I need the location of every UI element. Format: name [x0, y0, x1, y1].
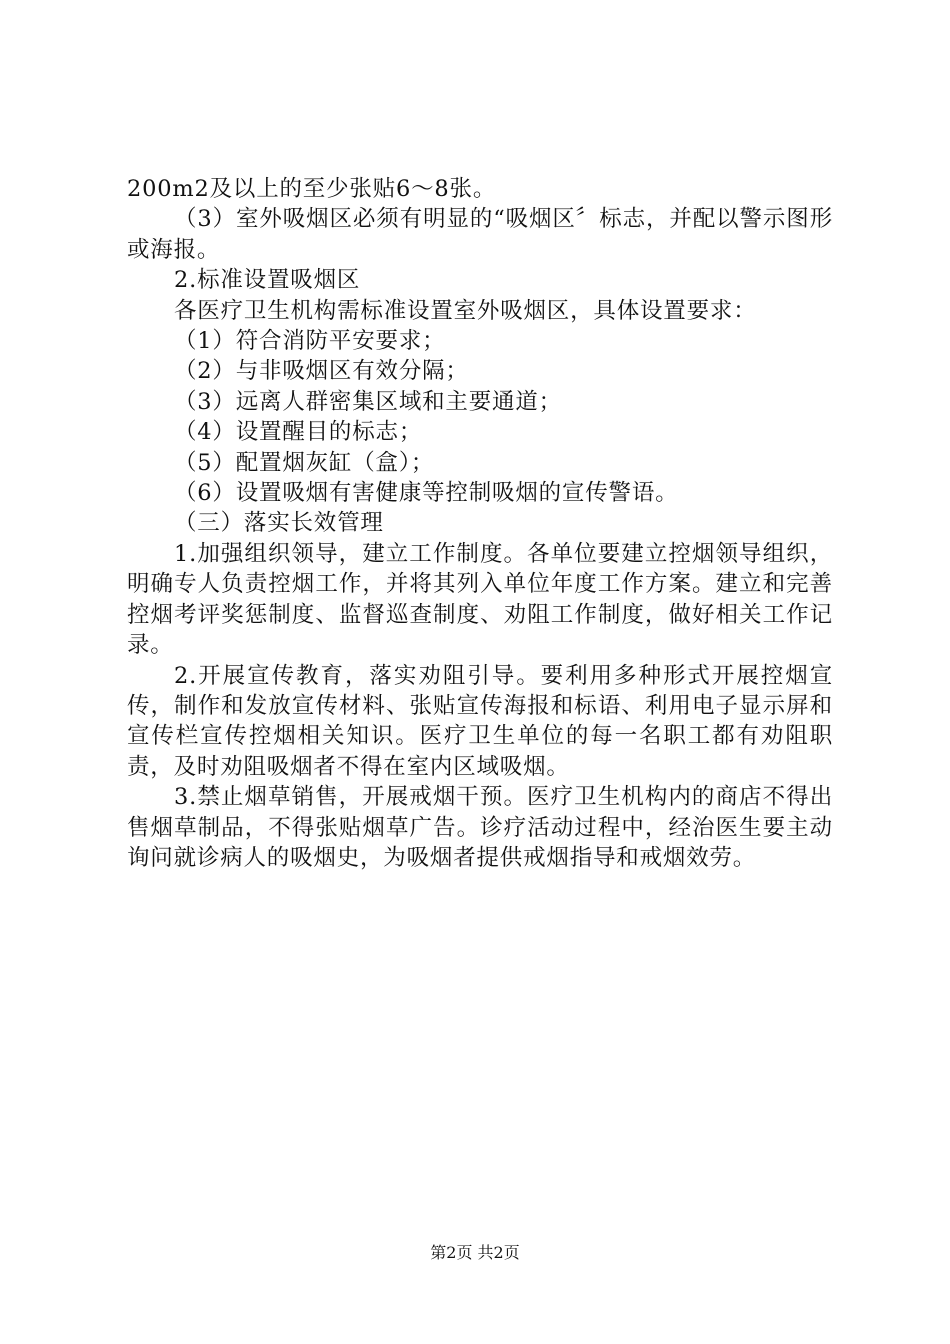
paragraph-continuation: 200m2及以上的至少张贴6～8张。	[127, 176, 497, 202]
paragraph-publicity-education: 2.开展宣传教育，落实劝阻引导。要利用多种形式开展控烟宣传，制作和发放宣传材料、张贴宣传海报和标语、利用电子显示屏和宣传栏宣传控烟相关知识。医疗卫生单位的每一名职工都有劝阻职责，及时劝阻吸烟者不得在室内区域吸烟。	[127, 662, 833, 780]
list-item-5: （5）配置烟灰缸（盒）；	[174, 449, 435, 476]
paragraph-organization-leadership: 1.加强组织领导，建立工作制度。各单位要建立控烟领导组织，明确专人负责控烟工作，并将其列入单位年度工作方案。建立和完善控烟考评奖惩制度、监督巡查制度、劝阻工作制度，做好相关工作记录。	[127, 540, 833, 659]
list-item-3: （3）远离人群密集区域和主要通道；	[174, 388, 562, 415]
list-item-6: （6）设置吸烟有害健康等控制吸烟的宣传警语。	[174, 480, 679, 507]
list-item-1: （1）符合消防平安要求；	[174, 328, 446, 355]
section-heading-long-term-management: （三）落实长效管理	[174, 510, 384, 537]
list-item-2: （2）与非吸烟区有效分隔；	[174, 358, 469, 385]
document-body	[127, 174, 833, 873]
paragraph-outdoor-smoking-sign: （3）室外吸烟区必须有明显的“吸烟区〞标志，并配以警示图形或海报。	[127, 206, 833, 263]
paragraph-smoking-area-intro: 各医疗卫生机构需标准设置室外吸烟区，具体设置要求：	[174, 297, 757, 324]
list-item-4: （4）设置醒目的标志；	[174, 419, 423, 446]
paragraph-tobacco-sales-ban: 3.禁止烟草销售，开展戒烟干预。医疗卫生机构内的商店不得出售烟草制品，不得张贴烟草广告。诊疗活动过程中，经治医生要主动询问就诊病人的吸烟史，为吸烟者提供戒烟指导和戒烟效劳。	[127, 784, 833, 871]
section-heading-smoking-area: 2.标准设置吸烟区	[174, 267, 361, 294]
page-number-footer: 第2页 共2页	[430, 1243, 520, 1262]
